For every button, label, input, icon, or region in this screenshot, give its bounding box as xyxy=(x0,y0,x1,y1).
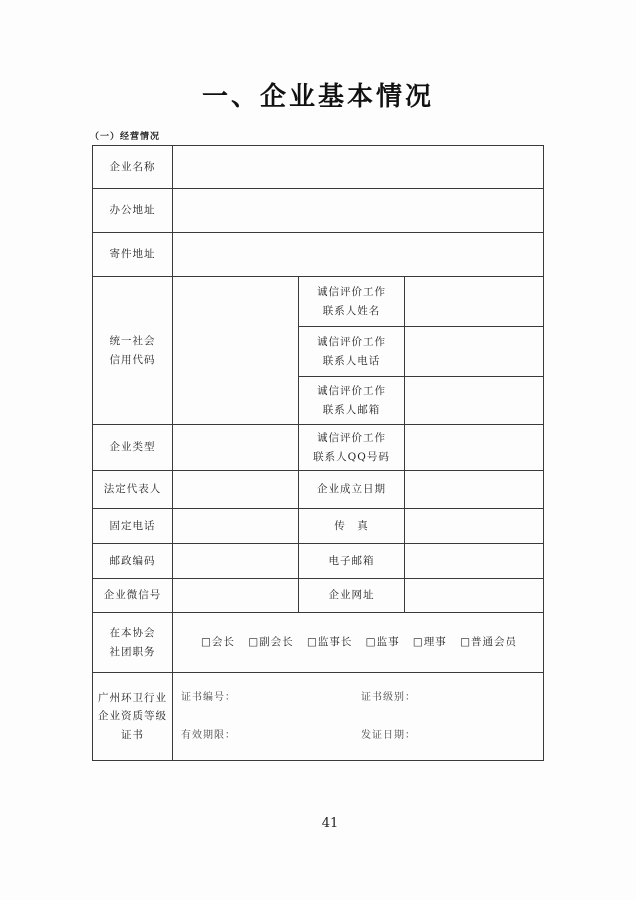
role-option-ordinary-member: □普通会员 xyxy=(460,636,518,649)
row-legal-rep xyxy=(93,471,544,509)
contact-email-label-line2: 联系人邮箱 xyxy=(322,403,381,416)
contact-name-label xyxy=(299,277,405,327)
row-office-address xyxy=(93,189,544,233)
mailing-address-value xyxy=(173,233,544,277)
page-number: 41 xyxy=(321,816,339,831)
founded-date-label: 企业成立日期 xyxy=(299,471,405,509)
role-option-chief-supervisor: □监事长 xyxy=(306,636,353,649)
contact-phone-label xyxy=(299,327,405,377)
row-company-name xyxy=(93,146,544,189)
company-name-value xyxy=(173,146,544,189)
certificate-label-line3: 证书 xyxy=(121,728,144,741)
contact-name-label-line1: 诚信评价工作 xyxy=(317,286,386,299)
company-type-label: 企业类型 xyxy=(93,425,173,471)
credit-code-value xyxy=(173,277,299,425)
wechat-label: 企业微信号 xyxy=(93,579,173,613)
association-role-options xyxy=(173,613,544,673)
role-option-vice-president: □副会长 xyxy=(248,636,294,649)
contact-qq-label-line2: 联系人QQ号码 xyxy=(313,450,390,463)
legal-rep-label: 法定代表人 xyxy=(93,471,173,509)
postal-code-label: 邮政编码 xyxy=(93,544,173,579)
role-option-president: □会长 xyxy=(201,636,235,649)
association-role-label-line1: 在本协会 xyxy=(109,627,156,640)
website-value xyxy=(405,579,544,613)
contact-name-label-line2: 联系人姓名 xyxy=(322,304,381,317)
row-association-role xyxy=(93,613,544,673)
credit-code-label xyxy=(93,277,173,425)
certificate-fields xyxy=(173,673,544,761)
company-type-value xyxy=(173,425,299,471)
enterprise-info-form xyxy=(92,145,544,761)
landline-value xyxy=(173,509,299,544)
office-address-label: 办公地址 xyxy=(93,189,173,233)
section-title: （一）经营情况 xyxy=(90,132,161,142)
contact-email-label xyxy=(299,377,405,425)
role-option-supervisor: □监事 xyxy=(365,636,400,649)
contact-phone-label-line1: 诚信评价工作 xyxy=(317,336,386,349)
certificate-label-line2: 企业资质等级 xyxy=(98,710,167,723)
certificate-level-label: 证书级别： xyxy=(361,692,416,703)
fax-value xyxy=(405,509,544,544)
role-option-director: □理事 xyxy=(412,636,447,649)
contact-qq-label xyxy=(299,425,405,471)
page-title: 一、企业基本情况 xyxy=(201,82,434,112)
contact-email-value xyxy=(405,377,544,425)
legal-rep-value xyxy=(173,471,299,509)
contact-qq-value xyxy=(405,425,544,471)
email-label: 电子邮箱 xyxy=(299,544,405,579)
fax-label: 传 真 xyxy=(299,509,405,544)
email-value xyxy=(405,544,544,579)
row-mailing-address xyxy=(93,233,544,277)
company-name-label: 企业名称 xyxy=(93,146,173,189)
certificate-number-label: 证书编号： xyxy=(181,692,236,703)
association-role-label xyxy=(93,613,173,673)
contact-email-label-line1: 诚信评价工作 xyxy=(317,385,386,398)
certificate-label-line1: 广州环卫行业 xyxy=(98,691,167,704)
postal-code-value xyxy=(173,544,299,579)
founded-date-value xyxy=(405,471,544,509)
credit-code-label-line2: 信用代码 xyxy=(109,353,156,366)
row-landline xyxy=(93,509,544,544)
association-role-label-line2: 社团职务 xyxy=(109,645,156,658)
landline-label: 固定电话 xyxy=(93,509,173,544)
contact-phone-value xyxy=(405,327,544,377)
row-company-type xyxy=(93,425,544,471)
row-certificate xyxy=(93,673,544,761)
mailing-address-label: 寄件地址 xyxy=(93,233,173,277)
certificate-issue-date-label: 发证日期： xyxy=(361,729,416,741)
website-label: 企业网址 xyxy=(299,579,405,613)
credit-code-label-line1: 统一社会 xyxy=(109,335,156,348)
row-wechat xyxy=(93,579,544,613)
certificate-label xyxy=(93,673,173,761)
contact-phone-label-line2: 联系人电话 xyxy=(322,354,381,367)
wechat-value xyxy=(173,579,299,613)
row-postal-code xyxy=(93,544,544,579)
certificate-validity-label: 有效期限： xyxy=(181,729,236,741)
row-contact-name xyxy=(93,277,544,327)
contact-qq-label-line1: 诚信评价工作 xyxy=(317,432,386,445)
contact-name-value xyxy=(405,277,544,327)
office-address-value xyxy=(173,189,544,233)
